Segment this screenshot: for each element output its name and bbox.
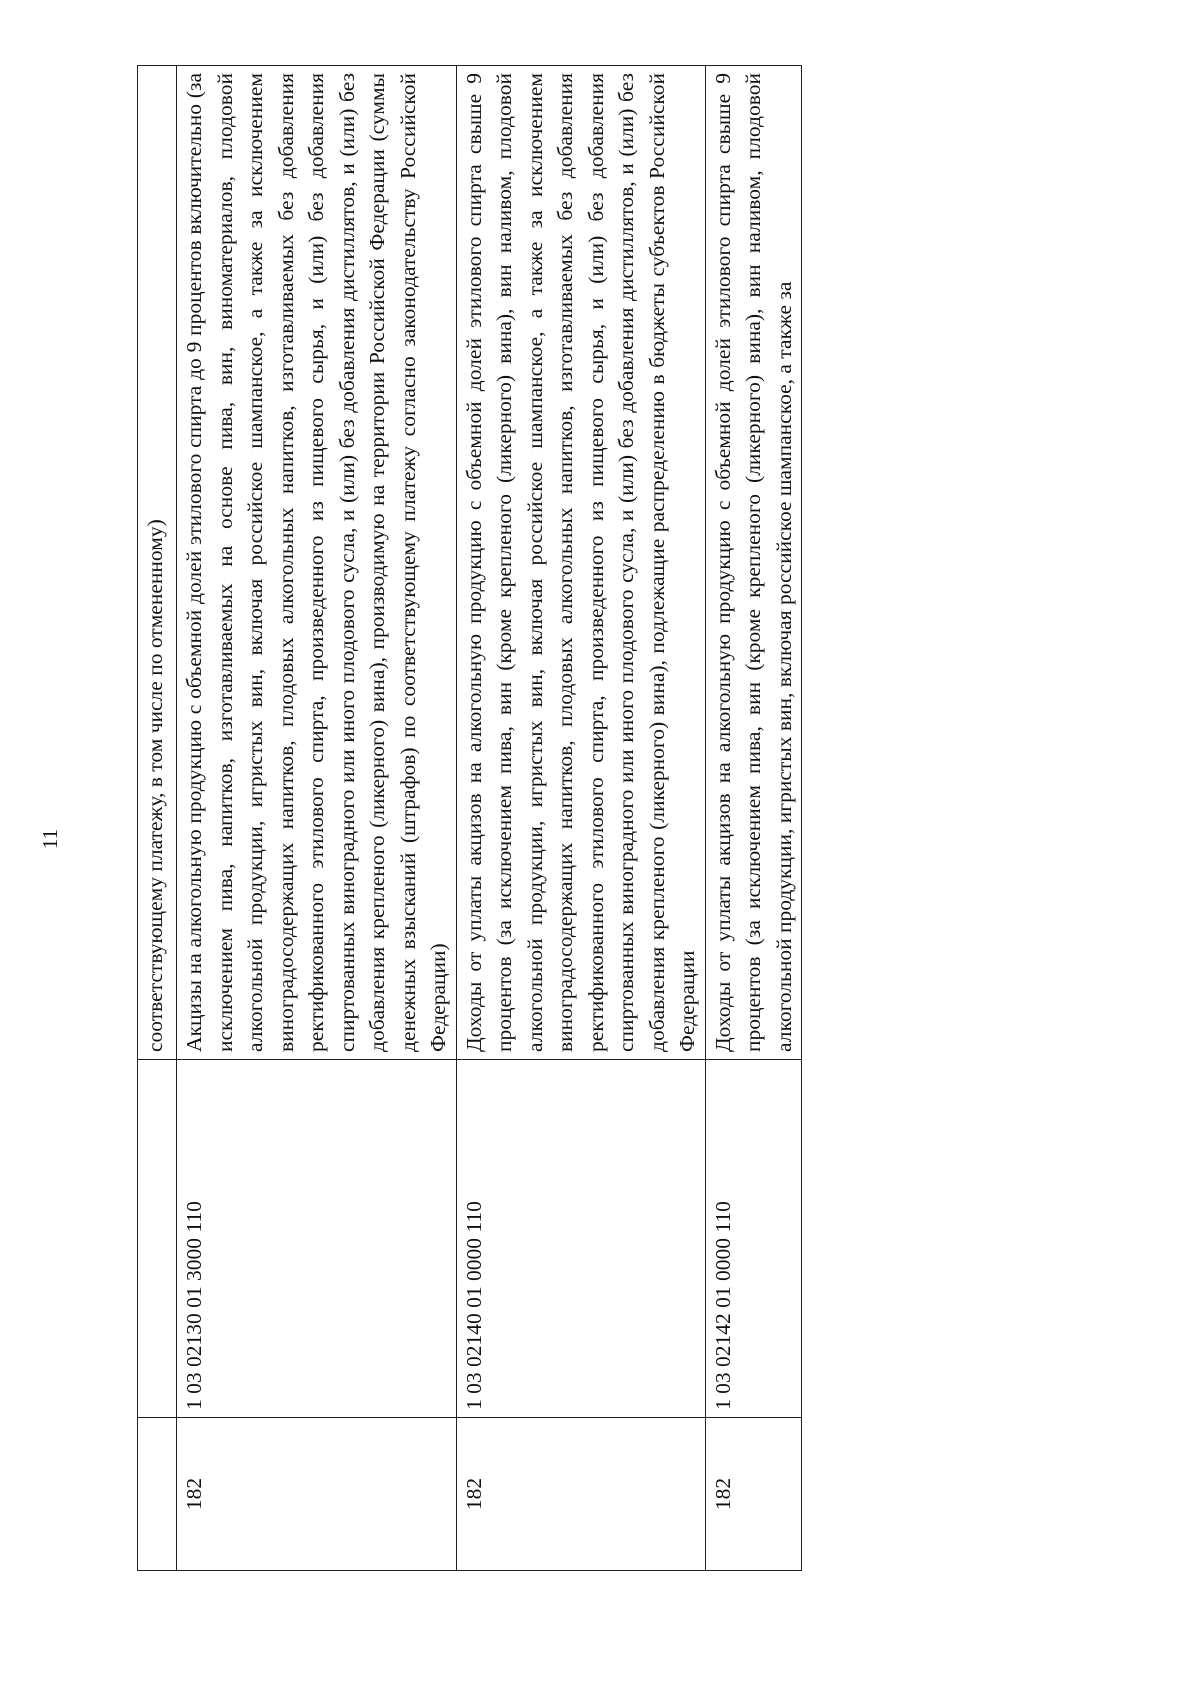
income-name-cell: соответствующему платежу, в том числе по отмененному) [138, 66, 177, 1060]
admin-code-cell: 182 [177, 1418, 457, 1571]
budget-classification-table [137, 65, 802, 1571]
income-name-cell: Акцизы на алкогольную продукцию с объемной долей этилового спирта до 9 процентов включительно (за исключением пива, напитков, изготавливаемых на основе пива, вин, виноматериалов, плодовой алкогольной продукции, игристых вин, включая российское шампанское, а также за исключением виноградосодержащих напитков, плодовых алкогольных напитков, изготавливаемых без добавления ректификованного этилового спирта, произведенного из пищевого сырья, и (или) без добавления спиртованных виноградного или иного плодового сусла, и (или) без добавления дистиллятов, и (или) без добавления крепленого (ликерного) вина), производимую на территории Российской Федерации (суммы денежных взысканий (штрафов) по соответствующему платежу согласно законодательству Российской Федерации) [177, 66, 457, 1060]
income-code-cell: 1 03 02130 01 3000 110 [177, 1060, 457, 1418]
income-code-cell [138, 1060, 177, 1418]
rotated-table-container [137, 73, 1066, 1571]
admin-code-cell [138, 1418, 177, 1571]
income-name-cell: Доходы от уплаты акцизов на алкогольную продукцию с объемной долей этилового спирта свыше 9 процентов (за исключением пива, вин (кроме крепленого (ликерного) вина), вин наливом, плодовой алкогольной продукции, игристых вин, включая российское шампанское, а также за исключением виноградосодержащих напитков, плодовых алкогольных напитков, изготавливаемых без добавления ректификованного этилового спирта, произведенного из пищевого сырья, и (или) без добавления спиртованных виноградного или иного плодового сусла, и (или) без добавления дистиллятов, и (или) без добавления крепленого (ликерного) вина), подлежащие распределению в бюджеты субъектов Российской Федерации [456, 66, 705, 1060]
table-row-continuation [138, 66, 177, 1571]
table-row [705, 66, 802, 1571]
income-code-cell: 1 03 02142 01 0000 110 [705, 1060, 802, 1418]
income-code-cell: 1 03 02140 01 0000 110 [456, 1060, 705, 1418]
table-row [177, 66, 457, 1571]
income-name-cell: Доходы от уплаты акцизов на алкогольную продукцию с объемной долей этилового спирта свыше 9 процентов (за исключением пива, вин (кроме крепленого (ликерного) вина), вин наливом, плодовой алкогольной продукции, игристых вин, включая российское шампанское, а также за [705, 66, 802, 1060]
table-row [456, 66, 705, 1571]
admin-code-cell: 182 [705, 1418, 802, 1571]
page-number: 11 [38, 828, 62, 850]
admin-code-cell: 182 [456, 1418, 705, 1571]
